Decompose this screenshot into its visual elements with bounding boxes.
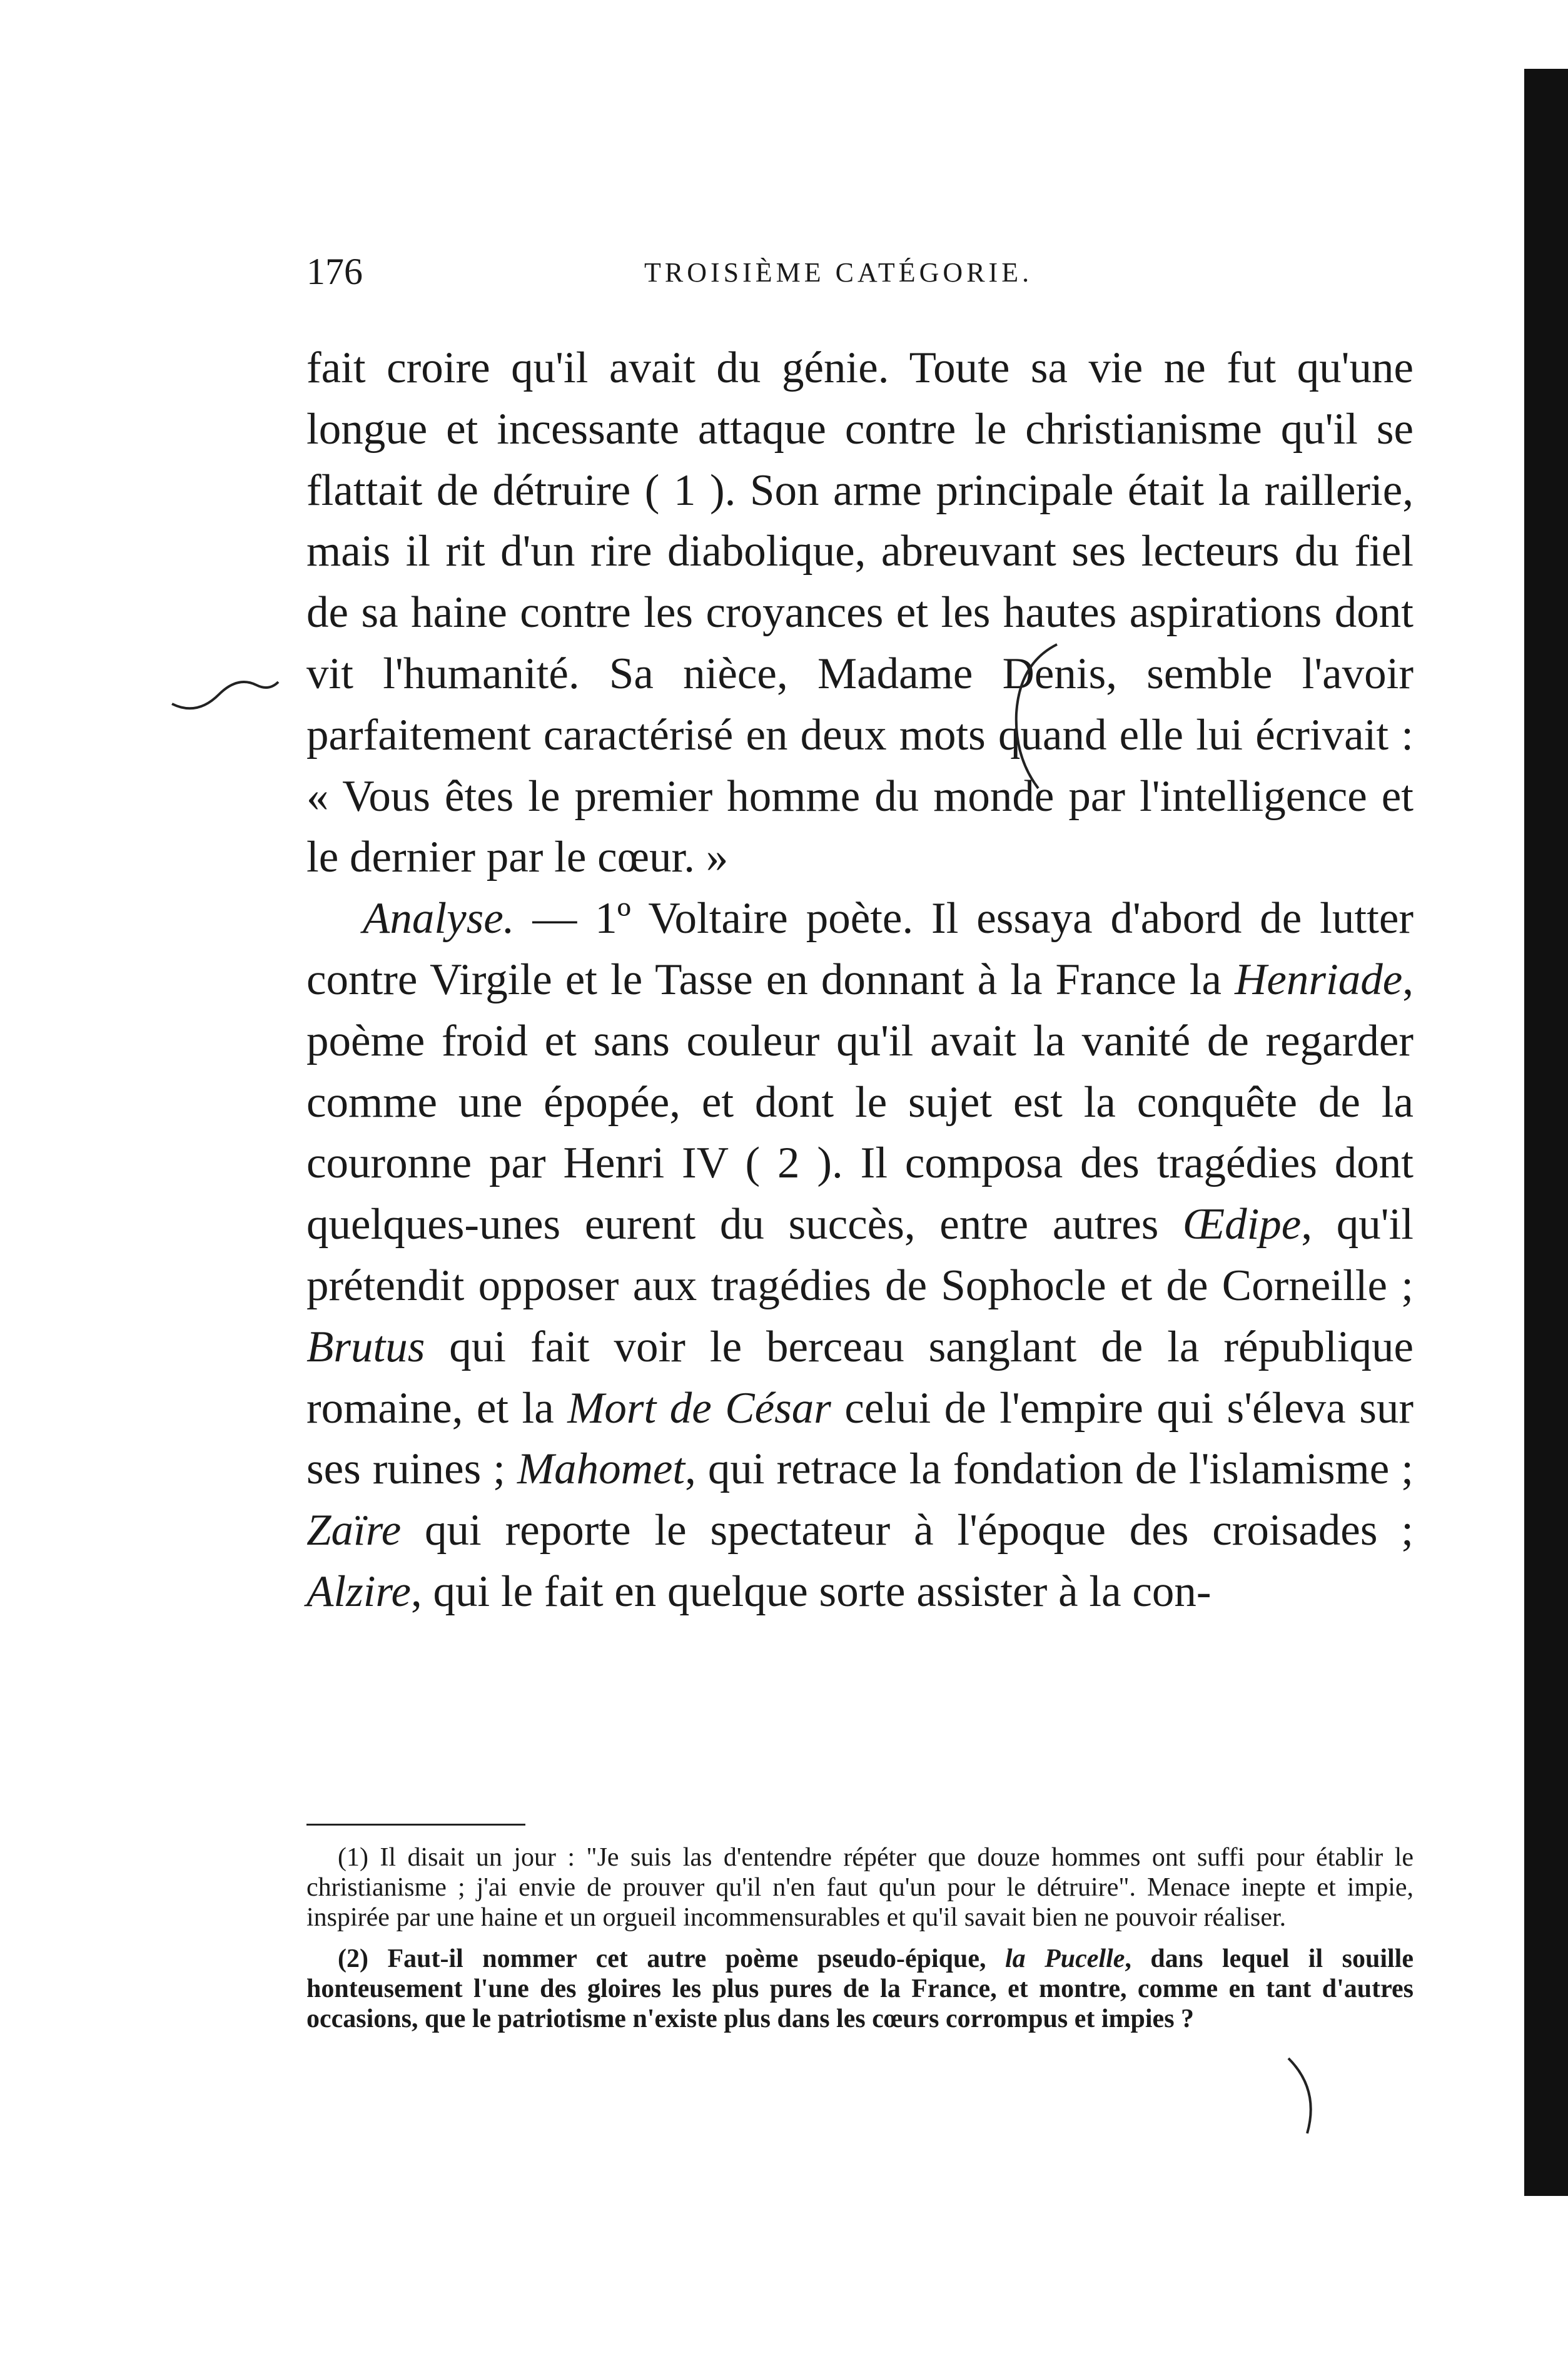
footnote-2-text-1: (2) Faut-il nommer cet autre poème pseudo-épique, [338, 1944, 1005, 1973]
title-brutus: Brutus [306, 1322, 425, 1371]
paragraph-2-text-6: , qui retrace la fondation de l'islamisme ; [685, 1445, 1414, 1494]
page-header [306, 250, 1414, 300]
pen-stroke-2 [1282, 2052, 1326, 2140]
footnote-2 [306, 1944, 1414, 2034]
margin-pen-mark [169, 660, 281, 716]
paragraph-2-text-1: — 1º Voltaire poète. Il essaya d'abord de lutter contre Virgile et le Tasse en donnant à la France la [306, 894, 1414, 1004]
title-oedipe: Œdipe [1183, 1200, 1302, 1249]
body-text [306, 338, 1414, 1623]
title-mahomet: Mahomet [517, 1445, 685, 1494]
paragraph-2-text-3: , qu'il prétendit opposer aux tragédies de Sophocle et de Corneille ; [306, 1200, 1414, 1310]
paragraph-2-text-8: , qui le fait en quelque sorte assister à la con- [410, 1567, 1211, 1616]
footnote-rule [306, 1824, 525, 1826]
paragraph-2-text-4: qui fait voir le berceau sanglant de la république romaine, et la [306, 1322, 1414, 1433]
title-zaire: Zaïre [306, 1506, 402, 1555]
title-la-pucelle: la Pucelle [1004, 1944, 1125, 1973]
footnotes [306, 1842, 1414, 2045]
paragraph-1: fait croire qu'il avait du génie. Toute sa vie ne fut qu'une longue et incessante attaque contre le christianisme qu'il se flattait de détruire ( 1 ). Son arme principale était la raillerie, mais il rit d'un rire diabolique, abreuvant ses lecteurs du fiel de sa haine contre les croyances et les hautes aspirations dont vit l'humanité. Sa nièce, Madame Denis, semble l'avoir parfaitement caractérisé en deux mots quand elle lui écrivait : « Vous êtes le premier homme du monde par l'intelligence et le dernier par le cœur. » [306, 343, 1414, 882]
paragraph-2-text-7: qui reporte le spectateur à l'époque des croisades ; [401, 1506, 1414, 1555]
section-lead: Analyse. [363, 894, 515, 943]
page-edge-shadow [1524, 69, 1568, 2196]
paragraph-2 [306, 888, 1414, 1623]
footnote-2-text-2: , dans lequel il souille honteusement l'une des gloires les plus pures de la France, et montre, comme en tant d'autres occasions, que le patriotisme n'existe plus dans les cœurs corrompus et impies ? [306, 1944, 1414, 2033]
pen-stroke-1 [1007, 638, 1063, 795]
title-alzire: Alzire [306, 1567, 411, 1616]
paragraph-2-text-2: , poème froid et sans couleur qu'il avait la vanité de regarder comme une épopée, et dont le sujet est la conquête de la couronne par Henri IV ( 2 ). Il composa des tragédies dont quelques-unes eurent du succès, entre autres [306, 955, 1414, 1249]
title-henriade: Henriade [1235, 955, 1403, 1004]
paragraph-2-text-5: celui de l'empire qui s'éleva sur ses ruines ; [306, 1383, 1414, 1494]
page-number: 176 [306, 251, 363, 292]
footnote-1: (1) Il disait un jour : "Je suis las d'entendre répéter que douze hommes ont suffi pour établir le christianisme ; j'ai envie de prouver qu'il n'en faut qu'un pour le détruire". Menace inepte et impie, inspirée par une haine et un orgueil incommensurables et qu'il savait bien ne pouvoir réaliser. [306, 1843, 1414, 1932]
title-mort-de-cesar: Mort de César [567, 1383, 831, 1433]
running-head: TROISIÈME CATÉGORIE. [644, 257, 1033, 288]
